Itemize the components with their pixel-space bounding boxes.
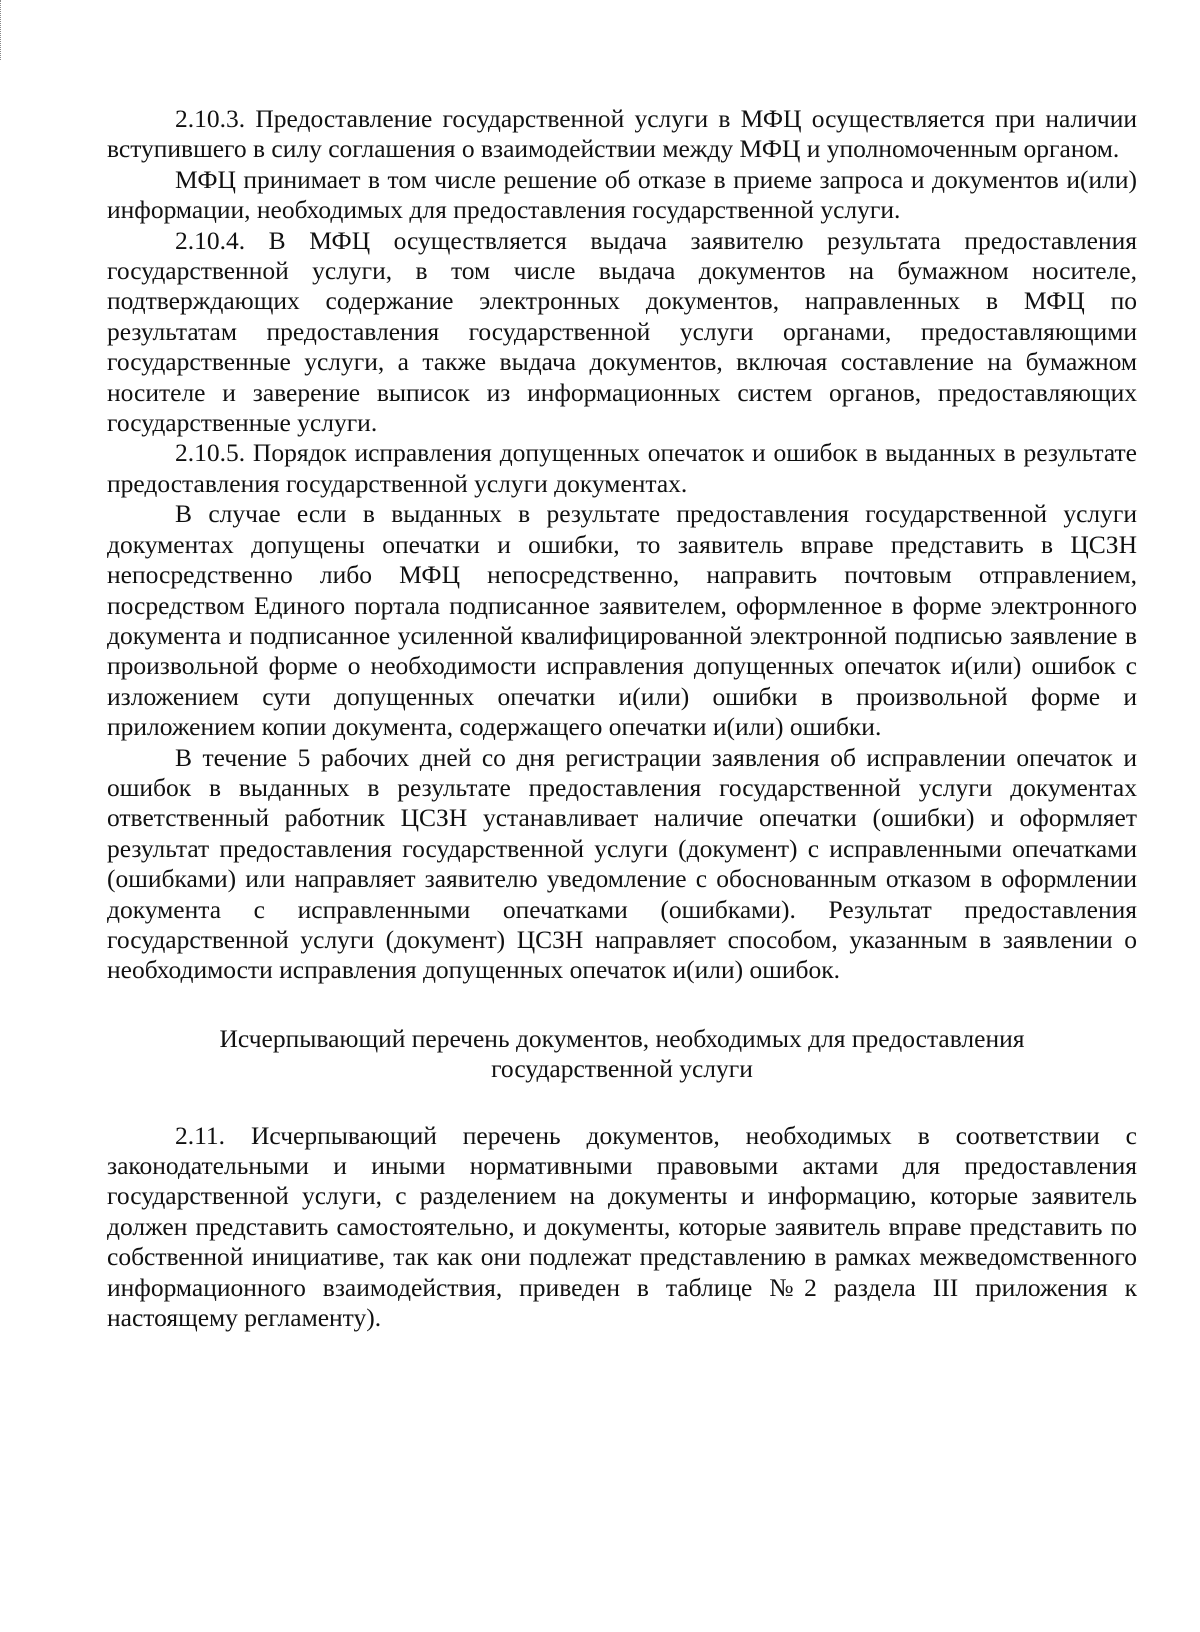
- paragraph-2-11: 2.11. Исчерпывающий перечень документов, необходимых в соответствии с законодательными и иными нормативными правовыми актами для предоставления государственной услуги, с разделением на документы и информацию, которые заявитель должен представить самостоятельно, и документы, которые заявитель вправе представить по собственной инициативе, так как они подлежат представлению в рамках межведомственного информационного взаимодействия, приведен в таблице №2 раздела III приложения к настоящему регламенту).: [107, 1120, 1137, 1333]
- paragraph-2-10-4: 2.10.4. В МФЦ осуществляется выдача заявителю результата предоставления государственной услуги, в том числе выдача документов на бумажном носителе, подтверждающих содержание электронных документов, направленных в МФЦ по результатам предоставления государственной услуги органами, предоставляющими государственные услуги, а также выдача документов, включая составление на бумажном носителе и заверение выписок из информационных систем органов, предоставляющих государственные услуги.: [107, 225, 1137, 438]
- section-heading: [107, 1024, 1137, 1085]
- section-heading-line-1: Исчерпывающий перечень документов, необходимых для предоставления: [219, 1023, 1025, 1053]
- scan-edge-mark: [0, 0, 3, 60]
- paragraph-2-10-5: 2.10.5. Порядок исправления допущенных опечаток и ошибок в выданных в результате предоставления государственной услуги документах.: [107, 438, 1137, 498]
- paragraph-errors-case: В случае если в выданных в результате предоставления государственной услуги документах допущены опечатки и ошибки, то заявитель вправе представить в ЦСЗН непосредственно либо МФЦ непосредственно, направить почтовым отправлением, посредством Единого портала подписанное заявителем, оформленное в форме электронного документа и подписанное усиленной квалифицированной электронной подписью заявление в произвольной форме о необходимости исправления допущенных опечаток и(или) ошибок с изложением сути допущенных опечатки и(или) ошибки в произвольной форме и приложением копии документа, содержащего опечатки и(или) ошибки.: [107, 499, 1137, 742]
- paragraph-mfc-refusal: МФЦ принимает в том числе решение об отказе в приеме запроса и документов и(или) информации, необходимых для предоставления государственной услуги.: [107, 164, 1137, 225]
- section-heading-line-2: государственной услуги: [491, 1054, 753, 1084]
- paragraph-2-10-3: 2.10.3. Предоставление государственной услуги в МФЦ осуществляется при наличии вступившего в силу соглашения о взаимодействии между МФЦ и уполномоченным органом.: [107, 104, 1137, 164]
- paragraph-five-days: В течение 5 рабочих дней со дня регистрации заявления об исправлении опечаток и ошибок в выданных в результате предоставления государственной услуги документах ответственный работник ЦСЗН устанавливает наличие опечатки (ошибки) и оформляет результат предоставления государственной услуги (документ) с исправленными опечатками (ошибками) или направляет заявителю уведомление с обоснованным отказом в оформлении документа с исправленными опечатками (ошибками). Результат предоставления государственной услуги (документ) ЦСЗН направляет способом, указанным в заявлении о необходимости исправления допущенных опечаток и(или) ошибок.: [107, 742, 1137, 985]
- document-body: [107, 104, 1137, 1333]
